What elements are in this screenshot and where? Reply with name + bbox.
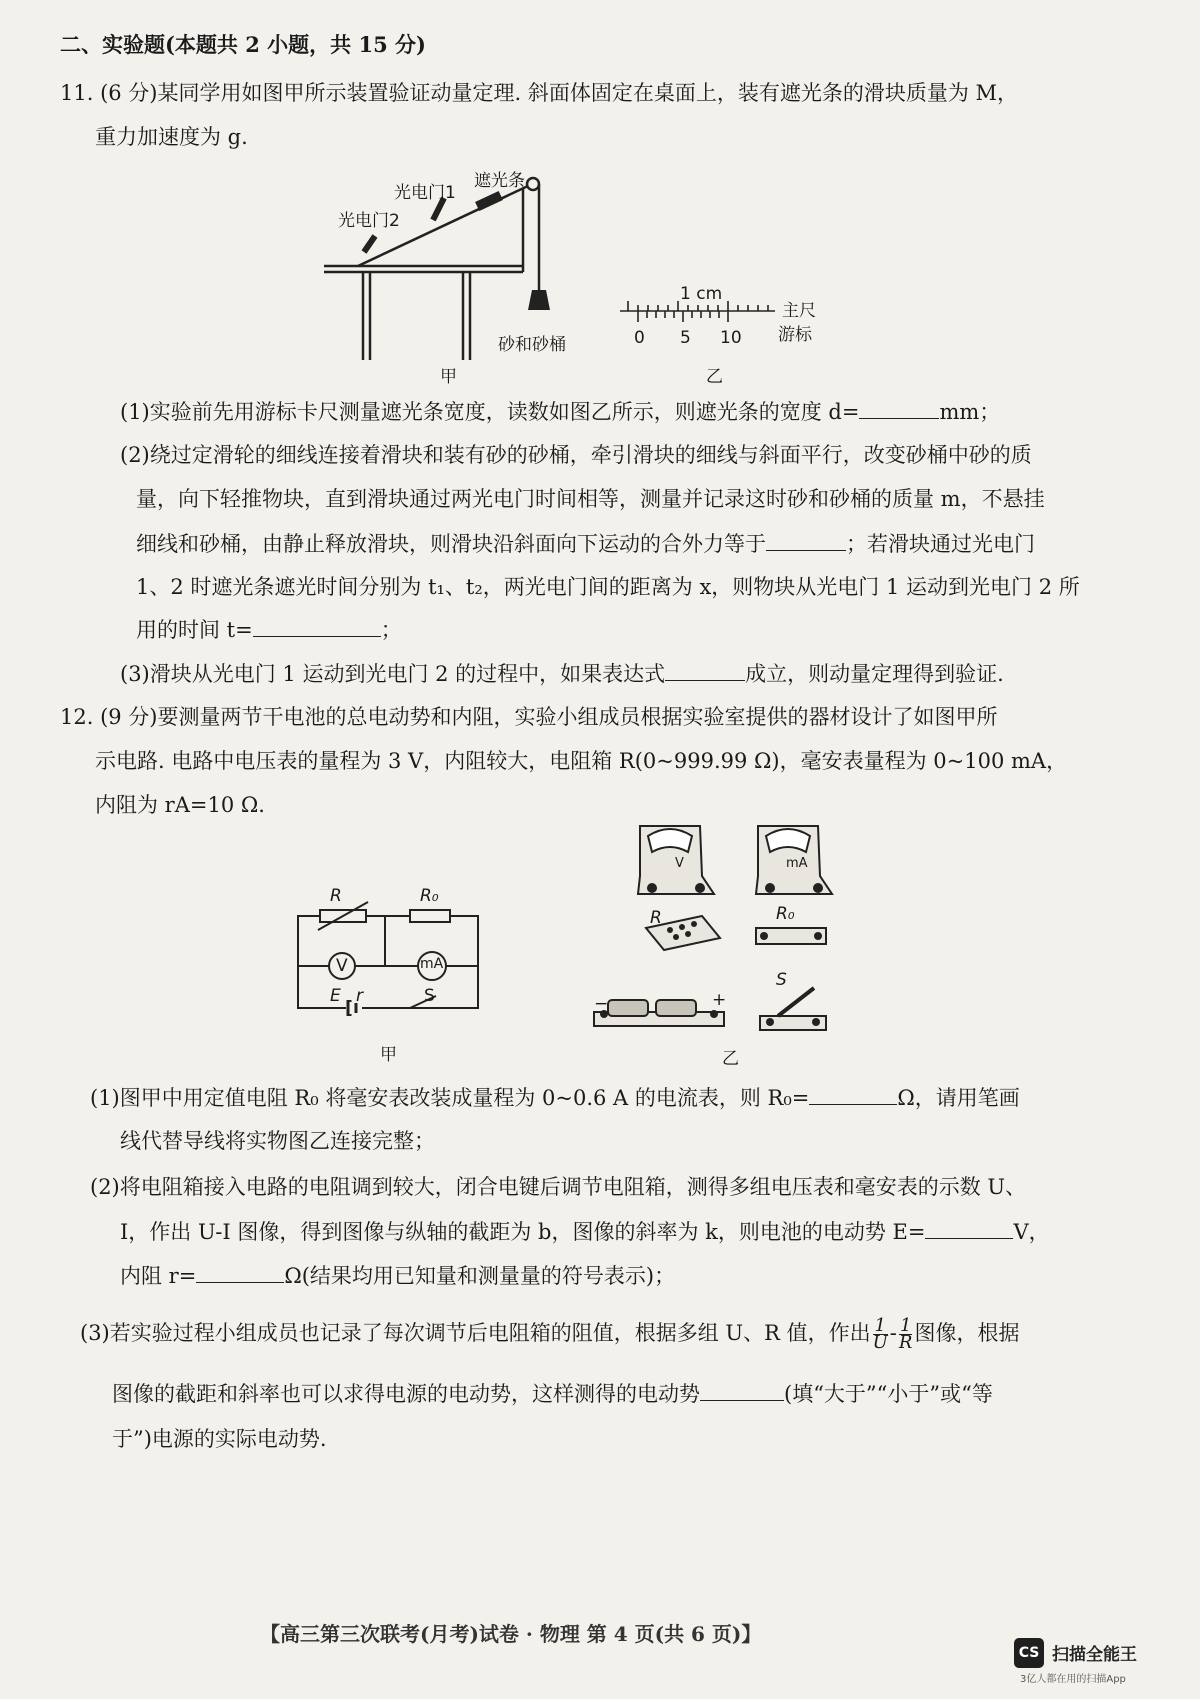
q11-p2-line2: 量，向下轻推物块，直到滑块通过两光电门时间相等，测量并记录这时砂和砂桶的质量 m，不悬挂 — [136, 487, 1045, 511]
circuit-loop — [298, 916, 478, 1008]
label-circuit-E: E — [330, 986, 341, 1006]
q12-p3-a: (3)若实验过程小组成员也记录了每次调节后电阻箱的阻值，根据多组 U、R 值，作出 — [80, 1321, 871, 1345]
label-main-scale: 主尺 — [782, 301, 816, 321]
frac-dash: - — [889, 1321, 897, 1345]
page-footer: 【高三第三次联考(月考)试卷 · 物理 第 4 页(共 6 页)】 — [260, 1622, 762, 1646]
scanner-tagline: 3亿人都在用的扫描App — [1020, 1674, 1126, 1685]
slider-block — [475, 191, 503, 211]
q11-line1: 11. (6 分)某同学用如图甲所示装置验证动量定理. 斜面体固定在桌面上，装有遮光条的滑块质量为 M， — [60, 81, 1019, 105]
label-1cm: 1 cm — [680, 284, 723, 304]
q11-p3-b: 成立，则动量定理得到验证. — [745, 662, 1004, 686]
q11-p3-a: (3)滑块从光电门 1 运动到光电门 2 的过程中，如果表达式 — [120, 662, 666, 686]
label-circuit-R0: R₀ — [420, 886, 439, 906]
scanner-name: 扫描全能王 — [1052, 1645, 1137, 1665]
q11-blank-d[interactable] — [859, 396, 939, 419]
q11-blank-expression[interactable] — [665, 658, 745, 681]
label-real-R: R — [650, 908, 662, 928]
photogate-2 — [364, 236, 375, 252]
fraction-1-over-R — [898, 1315, 913, 1353]
q12-p3-c: 图像的截距和斜率也可以求得电源的电动势，这样测得的电动势 — [112, 1382, 700, 1406]
q12-blank-r[interactable] — [196, 1260, 284, 1283]
q11-p1-text: (1)实验前先用游标卡尺测量遮光条宽度，读数如图乙所示，则遮光条的宽度 d= — [120, 400, 860, 424]
section-title: 二、实验题(本题共 2 小题，共 15 分) — [60, 32, 426, 57]
q12-p2-c: V， — [1013, 1220, 1050, 1244]
sand-bucket — [528, 290, 550, 310]
q12-p3-d: (填“大于”“小于”或“等 — [784, 1382, 993, 1406]
q11-p2-line5-a: 用的时间 t= — [136, 618, 253, 642]
q12-blank-R0[interactable] — [809, 1082, 897, 1105]
q11-line2: 重力加速度为 g. — [95, 125, 248, 149]
caption-jia-11: 甲 — [440, 367, 457, 387]
tick-10: 10 — [720, 328, 742, 348]
frac1-num: 1 — [874, 1315, 886, 1336]
q12-line2: 示电路. 电路中电压表的量程为 3 V，内阻较大，电阻箱 R(0~999.99 Ω)，毫安表量程为 0~100 mA， — [95, 749, 1068, 773]
label-real-minus: − — [594, 994, 609, 1014]
q11-p2-line3-b: ；若滑块通过光电门 — [846, 532, 1035, 556]
label-real-S: S — [776, 970, 787, 990]
q12-line1: 12. (9 分)要测量两节干电池的总电动势和内阻，实验小组成员根据实验室提供的器材设计了如图甲所 — [60, 705, 998, 729]
q12-blank-compare[interactable] — [700, 1378, 784, 1401]
q12-p1-b: Ω，请用笔画 — [897, 1086, 1020, 1110]
q12-p2-d: 内阻 r= — [120, 1264, 197, 1288]
battery-2 — [656, 1000, 696, 1016]
q12-p3-line2 — [112, 1378, 993, 1409]
label-circuit-S: S — [424, 986, 435, 1006]
q12-blank-E[interactable] — [925, 1216, 1013, 1239]
tick-0: 0 — [634, 328, 645, 348]
q11-p2-line3 — [136, 528, 1035, 559]
q12-p2-e: Ω(结果均用已知量和测量量的符号表示)； — [284, 1264, 676, 1288]
frac2-den: R — [898, 1332, 913, 1353]
q12-p2-line1: (2)将电阻箱接入电路的电阻调到较大，闭合电键后调节电阻箱，测得多组电压表和毫安表的示数 U、 — [90, 1175, 1027, 1199]
q12-p3-line3: 于”)电源的实际电动势. — [112, 1427, 327, 1451]
tick-5: 5 — [680, 328, 691, 348]
fraction-1-over-U — [872, 1315, 888, 1353]
q11-blank-force[interactable] — [766, 528, 846, 551]
label-real-plus: + — [712, 990, 727, 1010]
caption-yi-11: 乙 — [706, 367, 723, 387]
incline-apparatus-figure — [318, 160, 618, 380]
label-real-mA: mA — [786, 856, 808, 871]
q11-p2-line5 — [136, 614, 402, 645]
label-circuit-R: R — [330, 886, 342, 906]
scanner-logo: CS — [1014, 1638, 1044, 1668]
q12-p1-a: (1)图甲中用定值电阻 R₀ 将毫安表改装成量程为 0~0.6 A 的电流表，则 R₀= — [90, 1086, 810, 1110]
scanner-watermark — [1014, 1636, 1184, 1686]
label-real-V: V — [675, 856, 684, 871]
label-shade: 遮光条 — [474, 171, 525, 191]
q12-p1-line1 — [90, 1082, 1020, 1113]
q11-p2-line1: (2)绕过定滑轮的细线连接着滑块和装有砂的砂桶，牵引滑块的细线与斜面平行，改变砂桶中砂的质 — [120, 443, 1032, 467]
caption-yi-12: 乙 — [722, 1049, 739, 1069]
q12-p2-b: I，作出 U-I 图像，得到图像与纵轴的截距为 b，图像的斜率为 k，则电池的电动势 E= — [120, 1220, 926, 1244]
switch-lever — [778, 988, 814, 1016]
label-gate2: 光电门2 — [338, 211, 400, 231]
frac2-num: 1 — [899, 1315, 912, 1336]
q12-p2-line3 — [120, 1260, 675, 1291]
q11-p1-unit: mm； — [939, 400, 1001, 424]
q12-p1-line2: 线代替导线将实物图乙连接完整； — [120, 1129, 435, 1153]
label-circuit-r: r — [356, 986, 363, 1006]
label-bucket: 砂和砂桶 — [498, 335, 566, 355]
caption-jia-12: 甲 — [380, 1045, 397, 1065]
q11-p2-line5-b: ； — [380, 618, 402, 642]
battery-1 — [608, 1000, 648, 1016]
q11-blank-time[interactable] — [253, 614, 381, 637]
label-circuit-mA: mA — [420, 956, 444, 972]
q11-p1 — [120, 396, 1000, 427]
circuit-diagram — [290, 896, 490, 1016]
q11-p2-line4: 1、2 时遮光条遮光时间分别为 t₁、t₂，两光电门间的距离为 x，则物块从光电门 1 运动到光电门 2 所 — [136, 575, 1080, 599]
q11-p3 — [120, 658, 1004, 689]
label-gate1: 光电门1 — [394, 183, 456, 203]
label-vernier: 游标 — [778, 325, 812, 345]
pulley — [527, 178, 539, 190]
frac1-den: U — [872, 1332, 888, 1353]
label-real-R0: R₀ — [776, 904, 795, 924]
q12-p2-line2 — [120, 1216, 1050, 1247]
q11-p2-line3-a: 细线和砂桶，由静止释放滑块，则滑块沿斜面向下运动的合外力等于 — [136, 532, 766, 556]
label-circuit-V: V — [336, 956, 348, 976]
q12-line3: 内阻为 rA=10 Ω. — [95, 793, 265, 817]
q12-p3-line1 — [80, 1315, 1020, 1353]
q12-p3-b: 图像，根据 — [914, 1321, 1020, 1345]
resistor-R0 — [410, 910, 450, 922]
